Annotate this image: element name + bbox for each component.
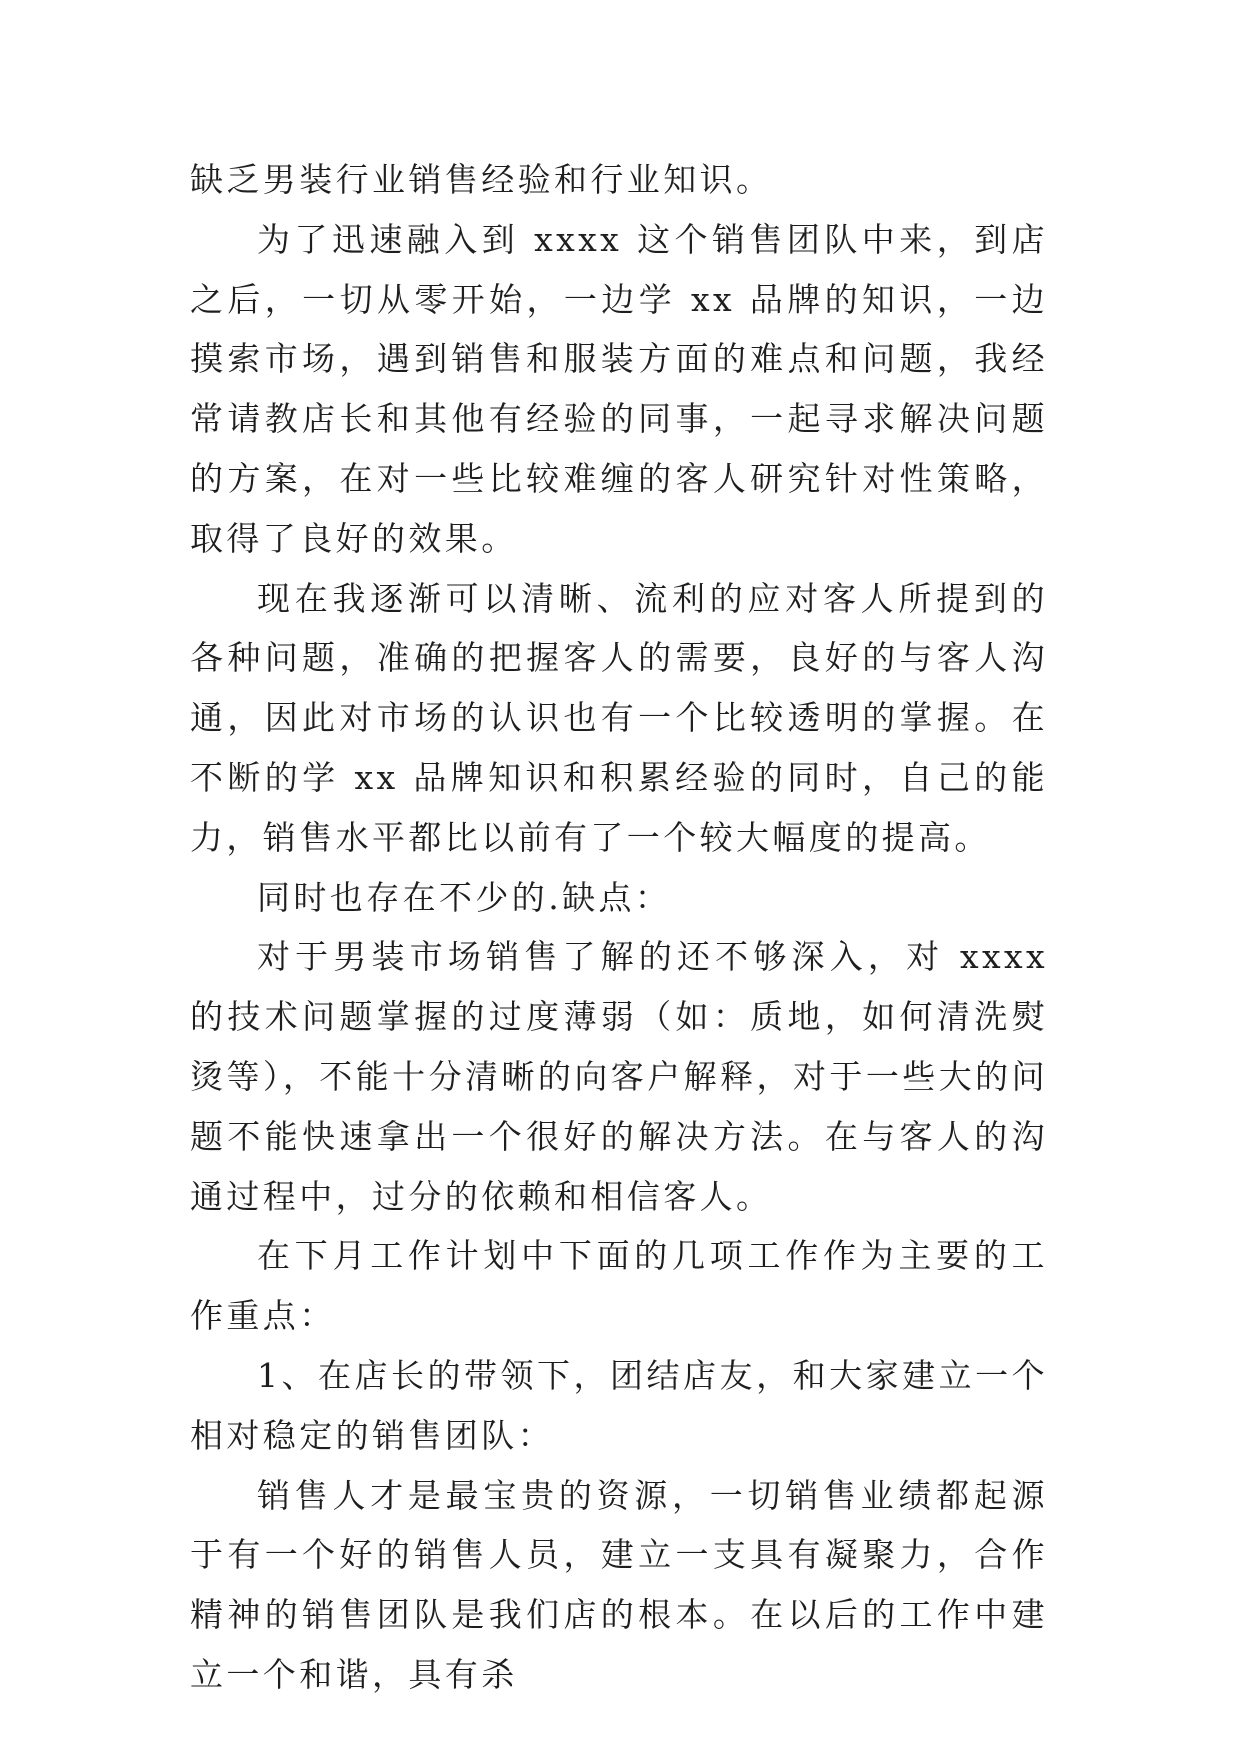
paragraph-2: 为了迅速融入到 xxxx 这个销售团队中来，到店之后，一切从零开始，一边学 xx 品牌的知识，一边摸索市场，遇到销售和服装方面的难点和问题，我经常请教店长和其他有经验的同事，一起寻求解决问题的方案，在对一些比较难缠的客人研究针对性策略，取得了良好的效果。 — [190, 219, 1048, 558]
paragraph-5: 对于男装市场销售了解的还不够深入，对 xxxx 的技术问题掌握的过度薄弱（如：质地，如何清洗熨烫等），不能十分清晰的向客户解释，对于一些大的问题不能快速拿出一个很好的解决方法。在与客人的沟通过程中，过分的依赖和相信客人。 — [190, 937, 1048, 1216]
paragraph-3: 现在我逐渐可以清晰、流利的应对客人所提到的各种问题，准确的把握客人的需要，良好的与客人沟通，因此对市场的认识也有一个比较透明的掌握。在不断的学 xx 品牌知识和积累经验的同时，自己的能力，销售水平都比以前有了一个较大幅度的提高。 — [190, 578, 1048, 857]
paragraph-4: 同时也存在不少的.缺点： — [257, 877, 672, 917]
paragraph-6: 在下月工作计划中下面的几项工作作为主要的工作重点： — [190, 1236, 1048, 1336]
paragraph-1: 缺乏男装行业销售经验和行业知识。 — [190, 160, 773, 199]
document-body — [190, 150, 1048, 1705]
paragraph-8: 销售人才是最宝贵的资源，一切销售业绩都起源于有一个好的销售人员，建立一支具有凝聚力，合作精神的销售团队是我们店的根本。在以后的工作中建立一个和谐，具有杀 — [190, 1475, 1048, 1694]
paragraph-7: 1、在店长的带领下，团结店友，和大家建立一个相对稳定的销售团队： — [190, 1355, 1048, 1455]
